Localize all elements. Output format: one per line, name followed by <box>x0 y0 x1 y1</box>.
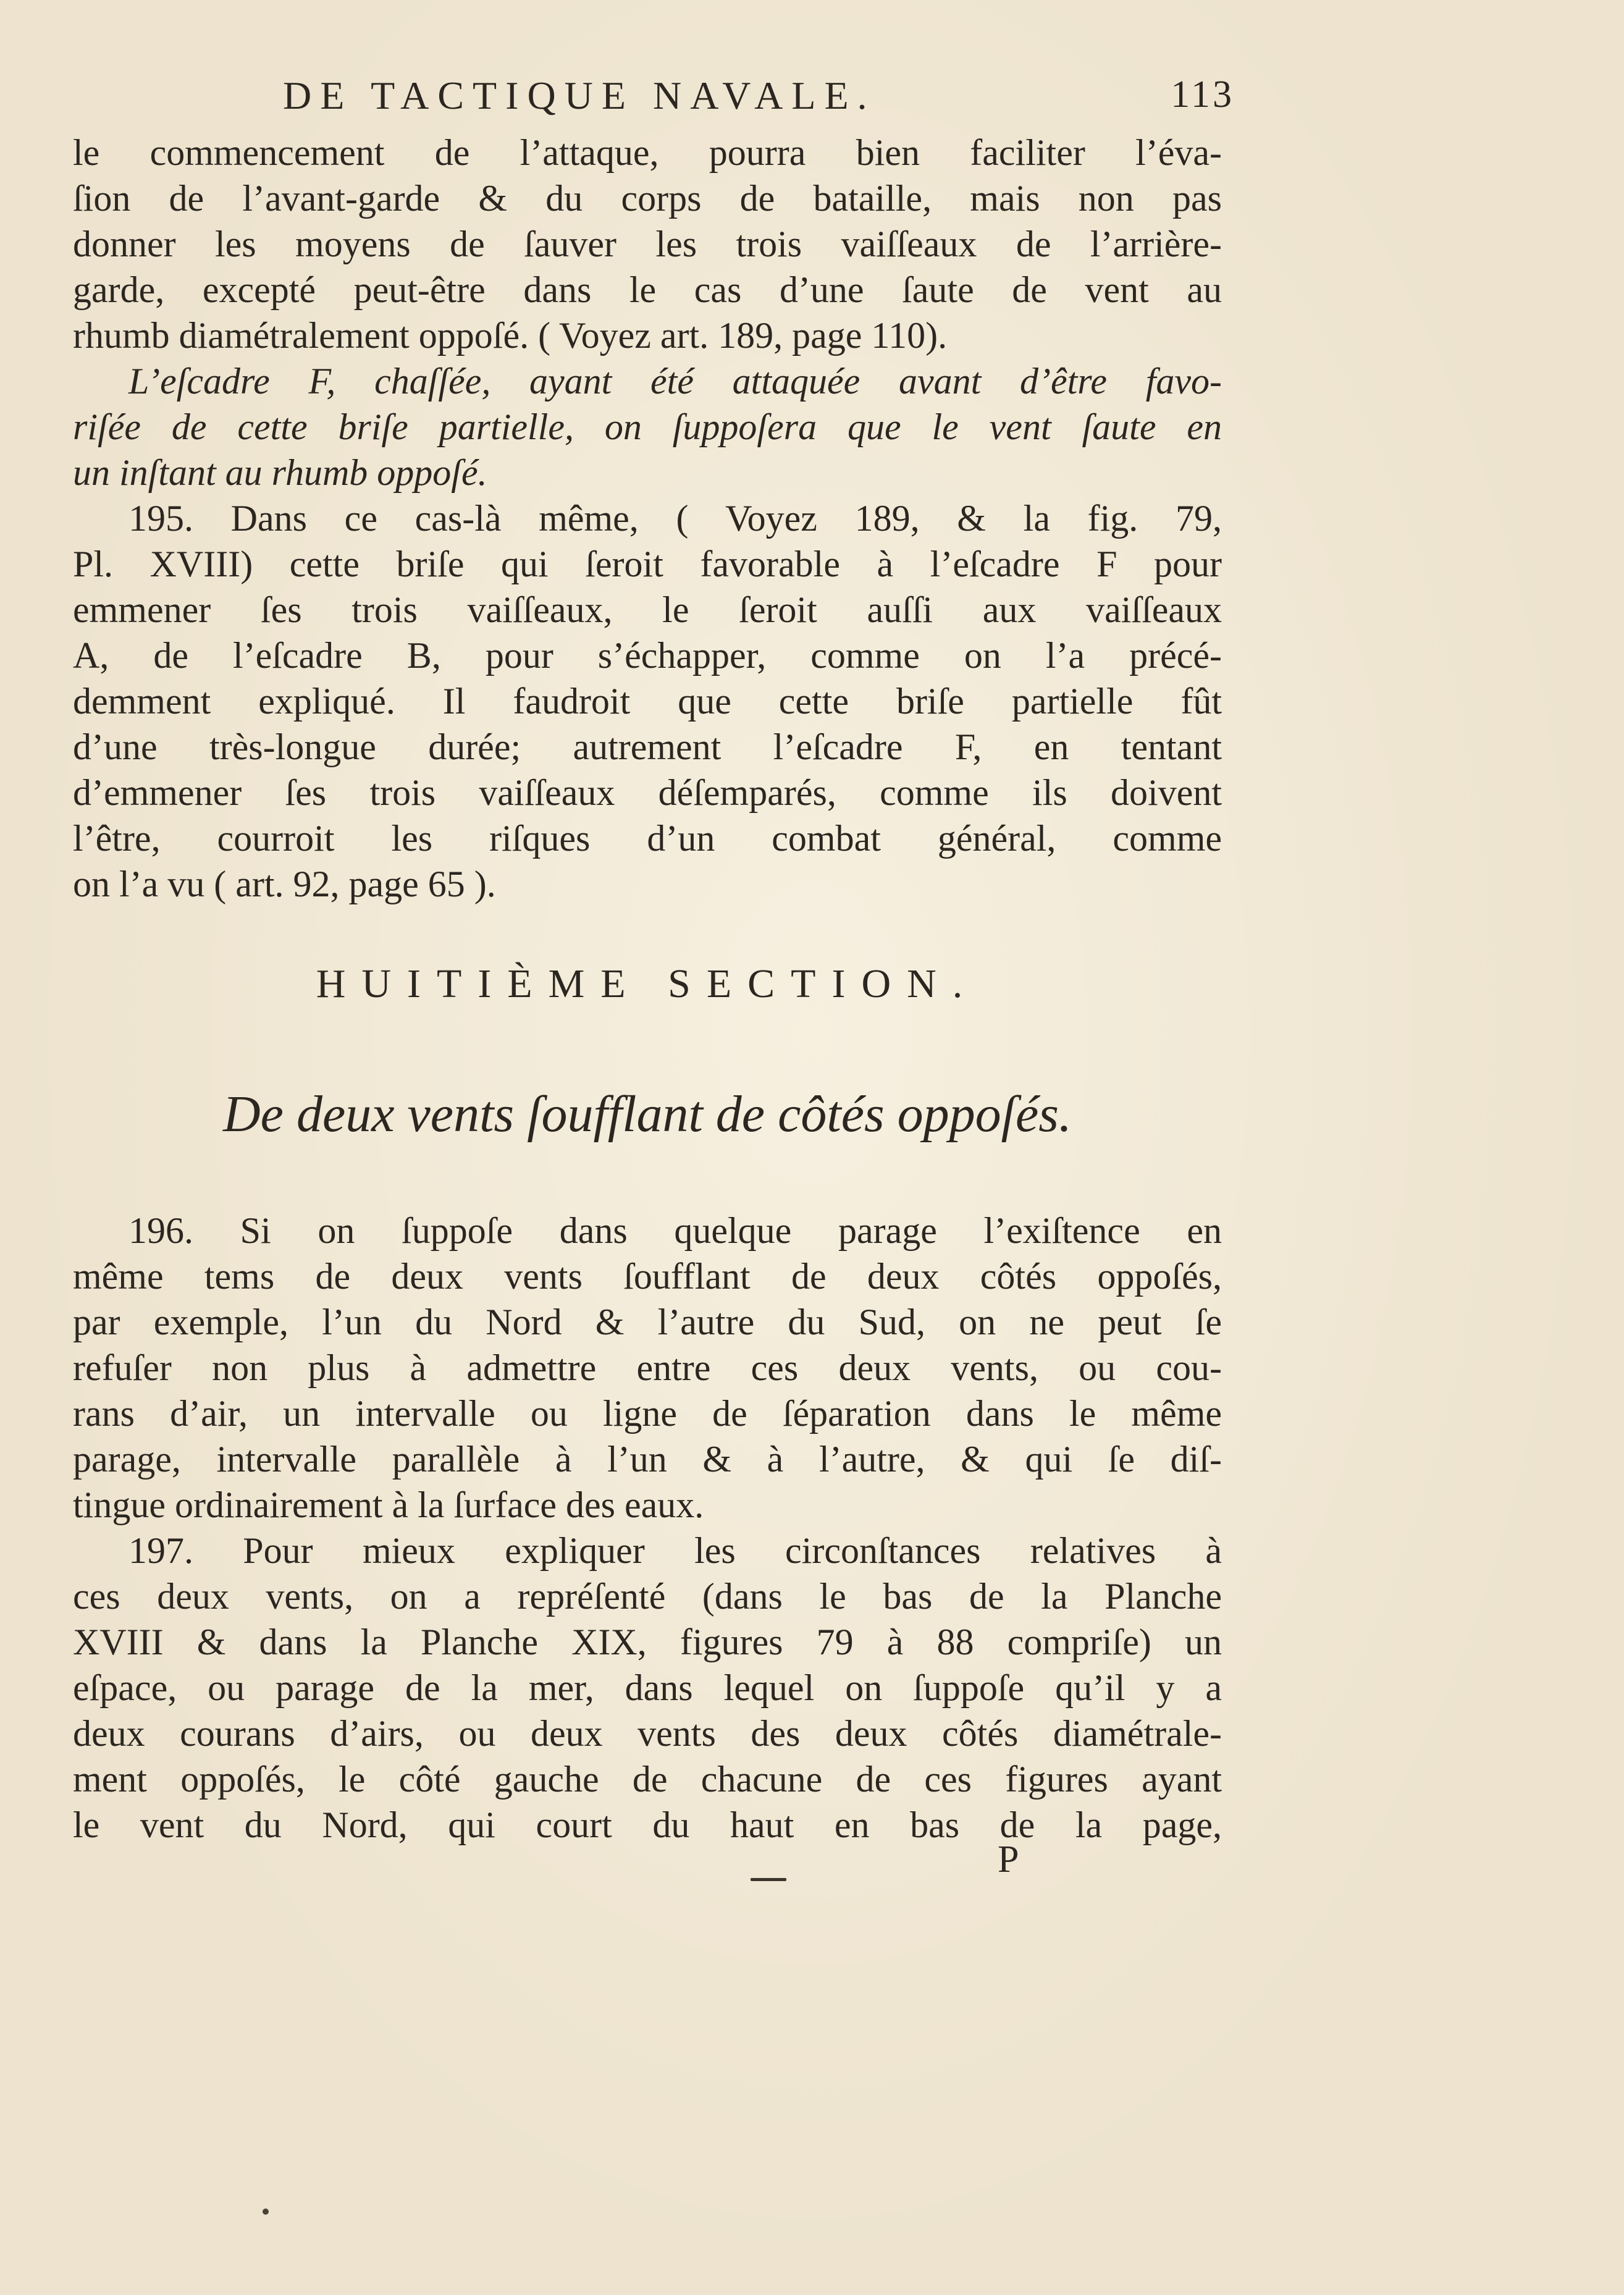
text-line: ment oppoſés, le côté gauche de chacune de ces figures ayant <box>73 1759 1222 1800</box>
section-heading: HUITIÈME SECTION. <box>316 961 979 1006</box>
text-line: 195. Dans ce cas-là même, ( Voyez 189, & la fig. 79, <box>128 498 1222 539</box>
page-number: 113 <box>1171 74 1234 116</box>
text-line: tingue ordinairement à la ſurface des eaux. <box>73 1484 704 1525</box>
text-line: ſion de l’avant-garde & du corps de bataille, mais non pas <box>73 178 1222 219</box>
text-line: rans d’air, un intervalle ou ligne de ſéparation dans le même <box>73 1393 1222 1434</box>
text-line: L’eſcadre F, chaſſée, ayant été attaquée avant d’être favo- <box>128 361 1222 402</box>
text-block-bottom <box>73 1208 1222 1848</box>
signature-mark: P <box>998 1838 1019 1880</box>
text-line: 197. Pour mieux expliquer les circonſtances relatives à <box>128 1530 1222 1571</box>
running-head <box>73 73 1234 128</box>
text-line: XVIII & dans la Planche XIX, figures 79 à 88 compriſe) un <box>73 1622 1222 1662</box>
text-line: donner les moyens de ſauver les trois vaiſſeaux de l’arrière- <box>73 224 1222 264</box>
text-line: d’emmener ſes trois vaiſſeaux déſemparés, comme ils doivent <box>73 772 1222 813</box>
text-line: même tems de deux vents ſoufflant de deux côtés oppoſés, <box>73 1256 1222 1297</box>
text-line: l’être, courroit les riſques d’un combat général, comme <box>73 818 1222 859</box>
running-title: DE TACTIQUE NAVALE. <box>283 74 876 117</box>
text-line: ces deux vents, on a repréſenté (dans le bas de la Planche <box>73 1576 1222 1617</box>
text-line: rhumb diamétralement oppoſé. ( Voyez art. 189, page 110). <box>73 315 948 356</box>
text-line: demment expliqué. Il faudroit que cette briſe partielle fût <box>73 681 1222 722</box>
text-line: le commencement de l’attaque, pourra bien faciliter l’éva- <box>73 132 1222 173</box>
text-line: eſpace, ou parage de la mer, dans lequel on ſuppoſe qu’il y a <box>73 1667 1222 1708</box>
text-line: le vent du Nord, qui court du haut en bas de la page, <box>73 1804 1222 1845</box>
paper-speck <box>263 2209 269 2215</box>
text-line: un inſtant au rhumb oppoſé. <box>73 452 487 493</box>
text-line: parage, intervalle parallèle à l’un & à l’autre, & qui ſe diſ- <box>73 1439 1222 1480</box>
text-line: refuſer non plus à admettre entre ces deux vents, ou cou- <box>73 1347 1222 1388</box>
text-line: deux courans d’airs, ou deux vents des deux côtés diamétrale- <box>73 1713 1222 1754</box>
section-subtitle: De deux vents ſoufflant de côtés oppoſés. <box>223 1085 1072 1143</box>
text-line: garde, excepté peut-être dans le cas d’une ſaute de vent au <box>73 269 1222 310</box>
catchword-rule <box>751 1878 786 1881</box>
text-line: riſée de cette briſe partielle, on ſuppoſera que le vent ſaute en <box>73 406 1222 447</box>
text-line: Pl. XVIII) cette briſe qui ſeroit favorable à l’eſcadre F pour <box>73 544 1222 584</box>
text-line: A, de l’eſcadre B, pour s’échapper, comme on l’a précé- <box>73 635 1222 676</box>
text-block-top <box>73 130 1222 907</box>
text-line: emmener ſes trois vaiſſeaux, le ſeroit auſſi aux vaiſſeaux <box>73 589 1222 630</box>
text-line: 196. Si on ſuppoſe dans quelque parage l’exiſtence en <box>128 1210 1222 1251</box>
text-line: par exemple, l’un du Nord & l’autre du Sud, on ne peut ſe <box>73 1302 1222 1342</box>
text-line: d’une très-longue durée; autrement l’eſcadre F, en tentant <box>73 726 1222 767</box>
text-line: on l’a vu ( art. 92, page 65 ). <box>73 864 496 904</box>
